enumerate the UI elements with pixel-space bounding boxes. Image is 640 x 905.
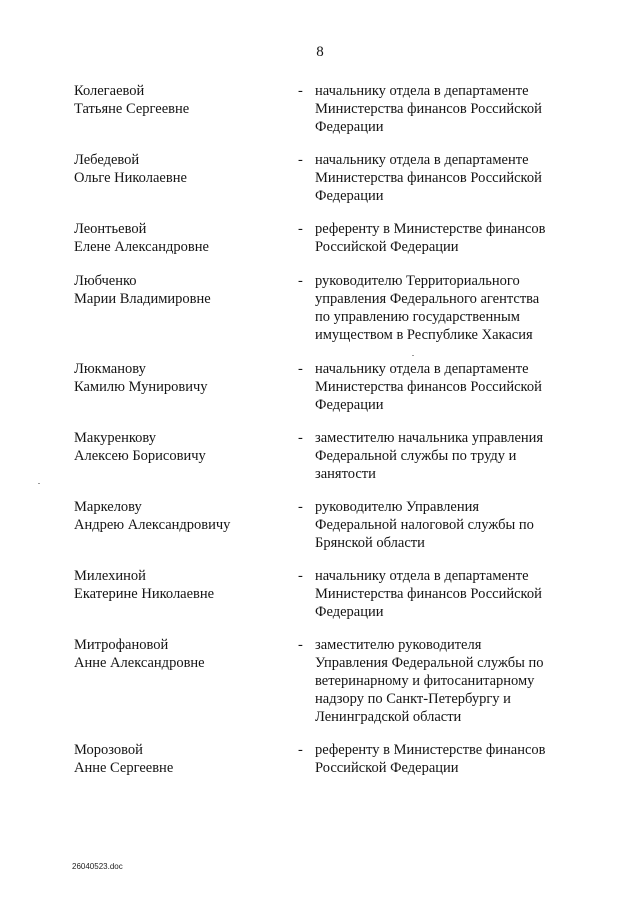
person-name xyxy=(74,272,294,308)
position-line: Федерации xyxy=(315,188,384,204)
position-line: начальнику отдела в департаменте xyxy=(315,361,529,377)
position-line: Российской Федерации xyxy=(315,760,459,776)
position-line: ветеринарному и фитосанитарному xyxy=(315,673,535,689)
person-name xyxy=(74,567,294,603)
position-line: Российской Федерации xyxy=(315,239,459,255)
given-name: Елене Александровне xyxy=(74,239,209,255)
position-title xyxy=(315,741,575,777)
position-line: заместителю руководителя xyxy=(315,637,482,653)
dash: - xyxy=(298,499,303,515)
person-name xyxy=(74,498,294,534)
dash: - xyxy=(298,637,303,653)
position-line: Федеральной службы по труду и xyxy=(315,448,517,464)
surname: Лебедевой xyxy=(74,152,140,168)
position-line: Федерации xyxy=(315,604,384,620)
position-title xyxy=(315,360,575,414)
dash: - xyxy=(298,742,303,758)
position-title xyxy=(315,272,575,344)
position-line: начальнику отдела в департаменте xyxy=(315,83,529,99)
position-line: Федеральной налоговой службы по xyxy=(315,517,534,533)
position-line: Министерства финансов Российской xyxy=(315,170,542,186)
given-name: Татьяне Сергеевне xyxy=(74,101,190,117)
position-line: Министерства финансов Российской xyxy=(315,379,542,395)
person-name xyxy=(74,636,294,672)
position-line: Министерства финансов Российской xyxy=(315,586,542,602)
position-line: Министерства финансов Российской xyxy=(315,101,542,117)
position-title xyxy=(315,498,575,552)
dash: - xyxy=(298,568,303,584)
position-line: руководителю Территориального xyxy=(315,273,520,289)
person-name xyxy=(74,360,294,396)
position-line: начальнику отдела в департаменте xyxy=(315,152,529,168)
position-line: референту в Министерстве финансов xyxy=(315,221,546,237)
position-line: Федерации xyxy=(315,397,384,413)
position-line: руководителю Управления xyxy=(315,499,480,515)
dash: - xyxy=(298,83,303,99)
given-name: Алексею Борисовичу xyxy=(74,448,206,464)
position-title xyxy=(315,567,575,621)
position-title xyxy=(315,151,575,205)
given-name: Андрею Александровичу xyxy=(74,517,231,533)
surname: Любченко xyxy=(74,273,137,289)
file-name-footer: 26040523.doc xyxy=(72,862,123,871)
position-title xyxy=(315,220,575,256)
position-line: заместителю начальника управления xyxy=(315,430,544,446)
surname: Макуренкову xyxy=(74,430,157,446)
person-name xyxy=(74,151,294,187)
surname: Маркелову xyxy=(74,499,142,515)
position-line: референту в Министерстве финансов xyxy=(315,742,546,758)
position-title xyxy=(315,82,575,136)
scan-artifact xyxy=(412,355,414,356)
surname: Леонтьевой xyxy=(74,221,147,237)
page-number: 8 xyxy=(316,44,324,60)
dash: - xyxy=(298,430,303,446)
position-title xyxy=(315,636,575,726)
person-name xyxy=(74,220,294,256)
surname: Милехиной xyxy=(74,568,146,584)
dash: - xyxy=(298,152,303,168)
position-line: по управлению государственным xyxy=(315,309,520,325)
position-line: Брянской области xyxy=(315,535,425,551)
position-line: Ленинградской области xyxy=(315,709,462,725)
position-line: надзору по Санкт-Петербургу и xyxy=(315,691,511,707)
surname: Митрофановой xyxy=(74,637,169,653)
position-line: Управления Федеральной службы по xyxy=(315,655,544,671)
person-name xyxy=(74,82,294,118)
given-name: Анне Александровне xyxy=(74,655,205,671)
dash: - xyxy=(298,273,303,289)
position-line: Федерации xyxy=(315,119,384,135)
given-name: Екатерине Николаевне xyxy=(74,586,215,602)
position-line: занятости xyxy=(315,466,376,482)
given-name: Ольге Николаевне xyxy=(74,170,187,186)
given-name: Марии Владимировне xyxy=(74,291,211,307)
dash: - xyxy=(298,361,303,377)
person-name xyxy=(74,741,294,777)
position-line: начальнику отдела в департаменте xyxy=(315,568,529,584)
dash: - xyxy=(298,221,303,237)
position-title xyxy=(315,429,575,483)
surname: Люкманову xyxy=(74,361,146,377)
scan-artifact xyxy=(38,483,40,484)
surname: Морозовой xyxy=(74,742,143,758)
surname: Колегаевой xyxy=(74,83,145,99)
position-line: управления Федерального агентства xyxy=(315,291,540,307)
given-name: Камилю Мунировичу xyxy=(74,379,208,395)
person-name xyxy=(74,429,294,465)
given-name: Анне Сергеевне xyxy=(74,760,174,776)
position-line: имуществом в Республике Хакасия xyxy=(315,327,533,343)
